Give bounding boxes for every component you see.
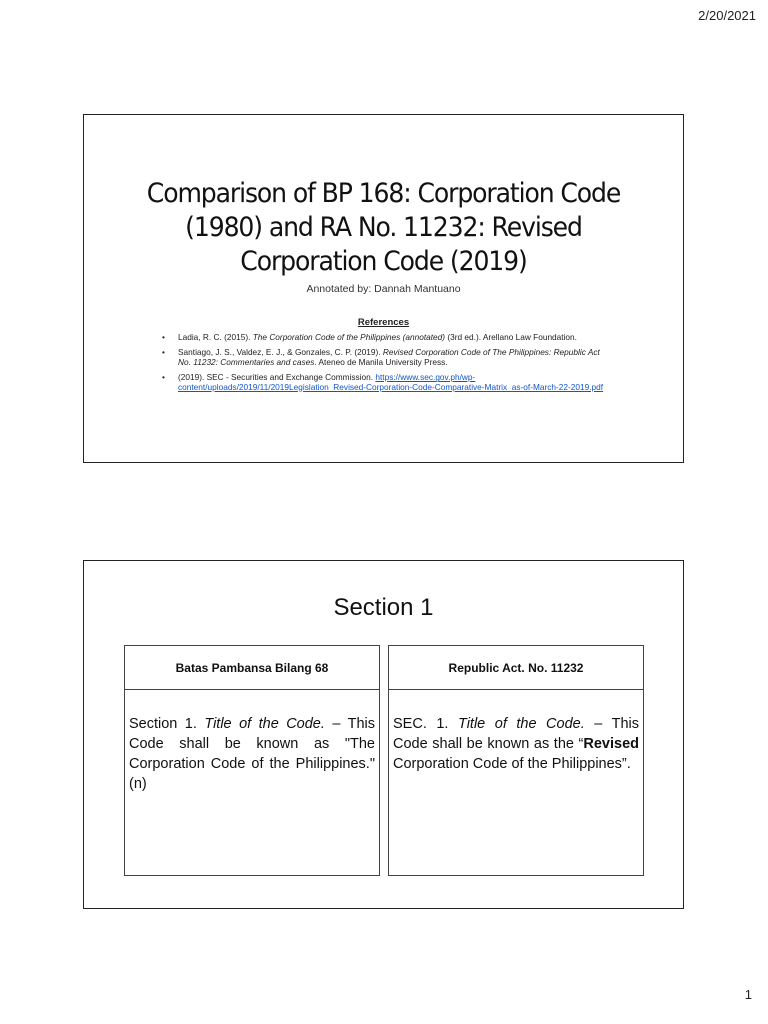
reference-title: The Corporation Code of the Philippines (annotated) <box>252 332 446 342</box>
comparison-box-header: Batas Pambansa Bilang 68 <box>125 646 379 690</box>
section-label: SEC. 1. <box>393 716 458 732</box>
reference-text: Santiago, J. S., Valdez, E. J., & Gonzales, C. P. (2019). <box>178 347 383 358</box>
reference-item <box>162 333 613 342</box>
reference-title: Revised Corporation Code of The Philippines: Republic Act No. 11232: Commentaries and cases <box>178 347 600 367</box>
reference-item <box>162 373 613 392</box>
reference-text: (3rd ed.). Arellano Law Foundation. <box>445 332 577 342</box>
slide-section-heading: Section 1 <box>333 594 434 621</box>
section-text: Corporation Code of the Philippines”. <box>393 756 631 772</box>
section-text: – This Code shall be known as "The Corporation Code of the Philippines." (n) <box>129 716 375 792</box>
bullet-icon: • <box>162 372 165 383</box>
reference-text: Ladia, R. C. (2015). <box>178 332 253 342</box>
page-date: 2/20/2021 <box>698 8 756 23</box>
references-list <box>162 333 613 398</box>
comparison-box-text <box>125 690 379 794</box>
reference-text: (2019). SEC - Securities and Exchange Commission. <box>178 372 376 383</box>
comparison-box-ra11232 <box>388 645 644 876</box>
section-label: Section 1. <box>129 716 205 732</box>
slide-title <box>83 114 684 463</box>
bullet-icon: • <box>162 332 165 342</box>
page-number: 1 <box>744 987 752 1002</box>
section-text: – This Code shall be known as the “ <box>393 716 640 752</box>
slide-subtitle: Annotated by: Dannah Mantuano <box>306 283 461 295</box>
reference-text: . Ateneo de Manila University Press. <box>314 356 448 367</box>
section-title: Title of the Code. <box>204 716 325 732</box>
reference-link[interactable]: https://www.sec.gov.ph/wp-content/uploads/2019/11/2019Legislation_Revised-Corporation-Code-Comparative-Matrix_as-of-March-22-2019.pdf <box>178 372 604 392</box>
section-emphasis: Revised <box>583 736 639 752</box>
references-heading: References <box>357 317 410 328</box>
slide-title-heading: Comparison of BP 168: Corporation Code (1980) and RA No. 11232: Revised Corporation Code (2019) <box>146 178 621 277</box>
comparison-box-bp68 <box>124 645 380 876</box>
section-title: Title of the Code. <box>457 716 585 732</box>
comparison-box-text <box>389 690 643 774</box>
bullet-icon: • <box>162 347 165 358</box>
reference-item <box>162 348 613 367</box>
comparison-box-header: Republic Act. No. 11232 <box>389 646 643 690</box>
slide-section-1 <box>83 560 684 909</box>
